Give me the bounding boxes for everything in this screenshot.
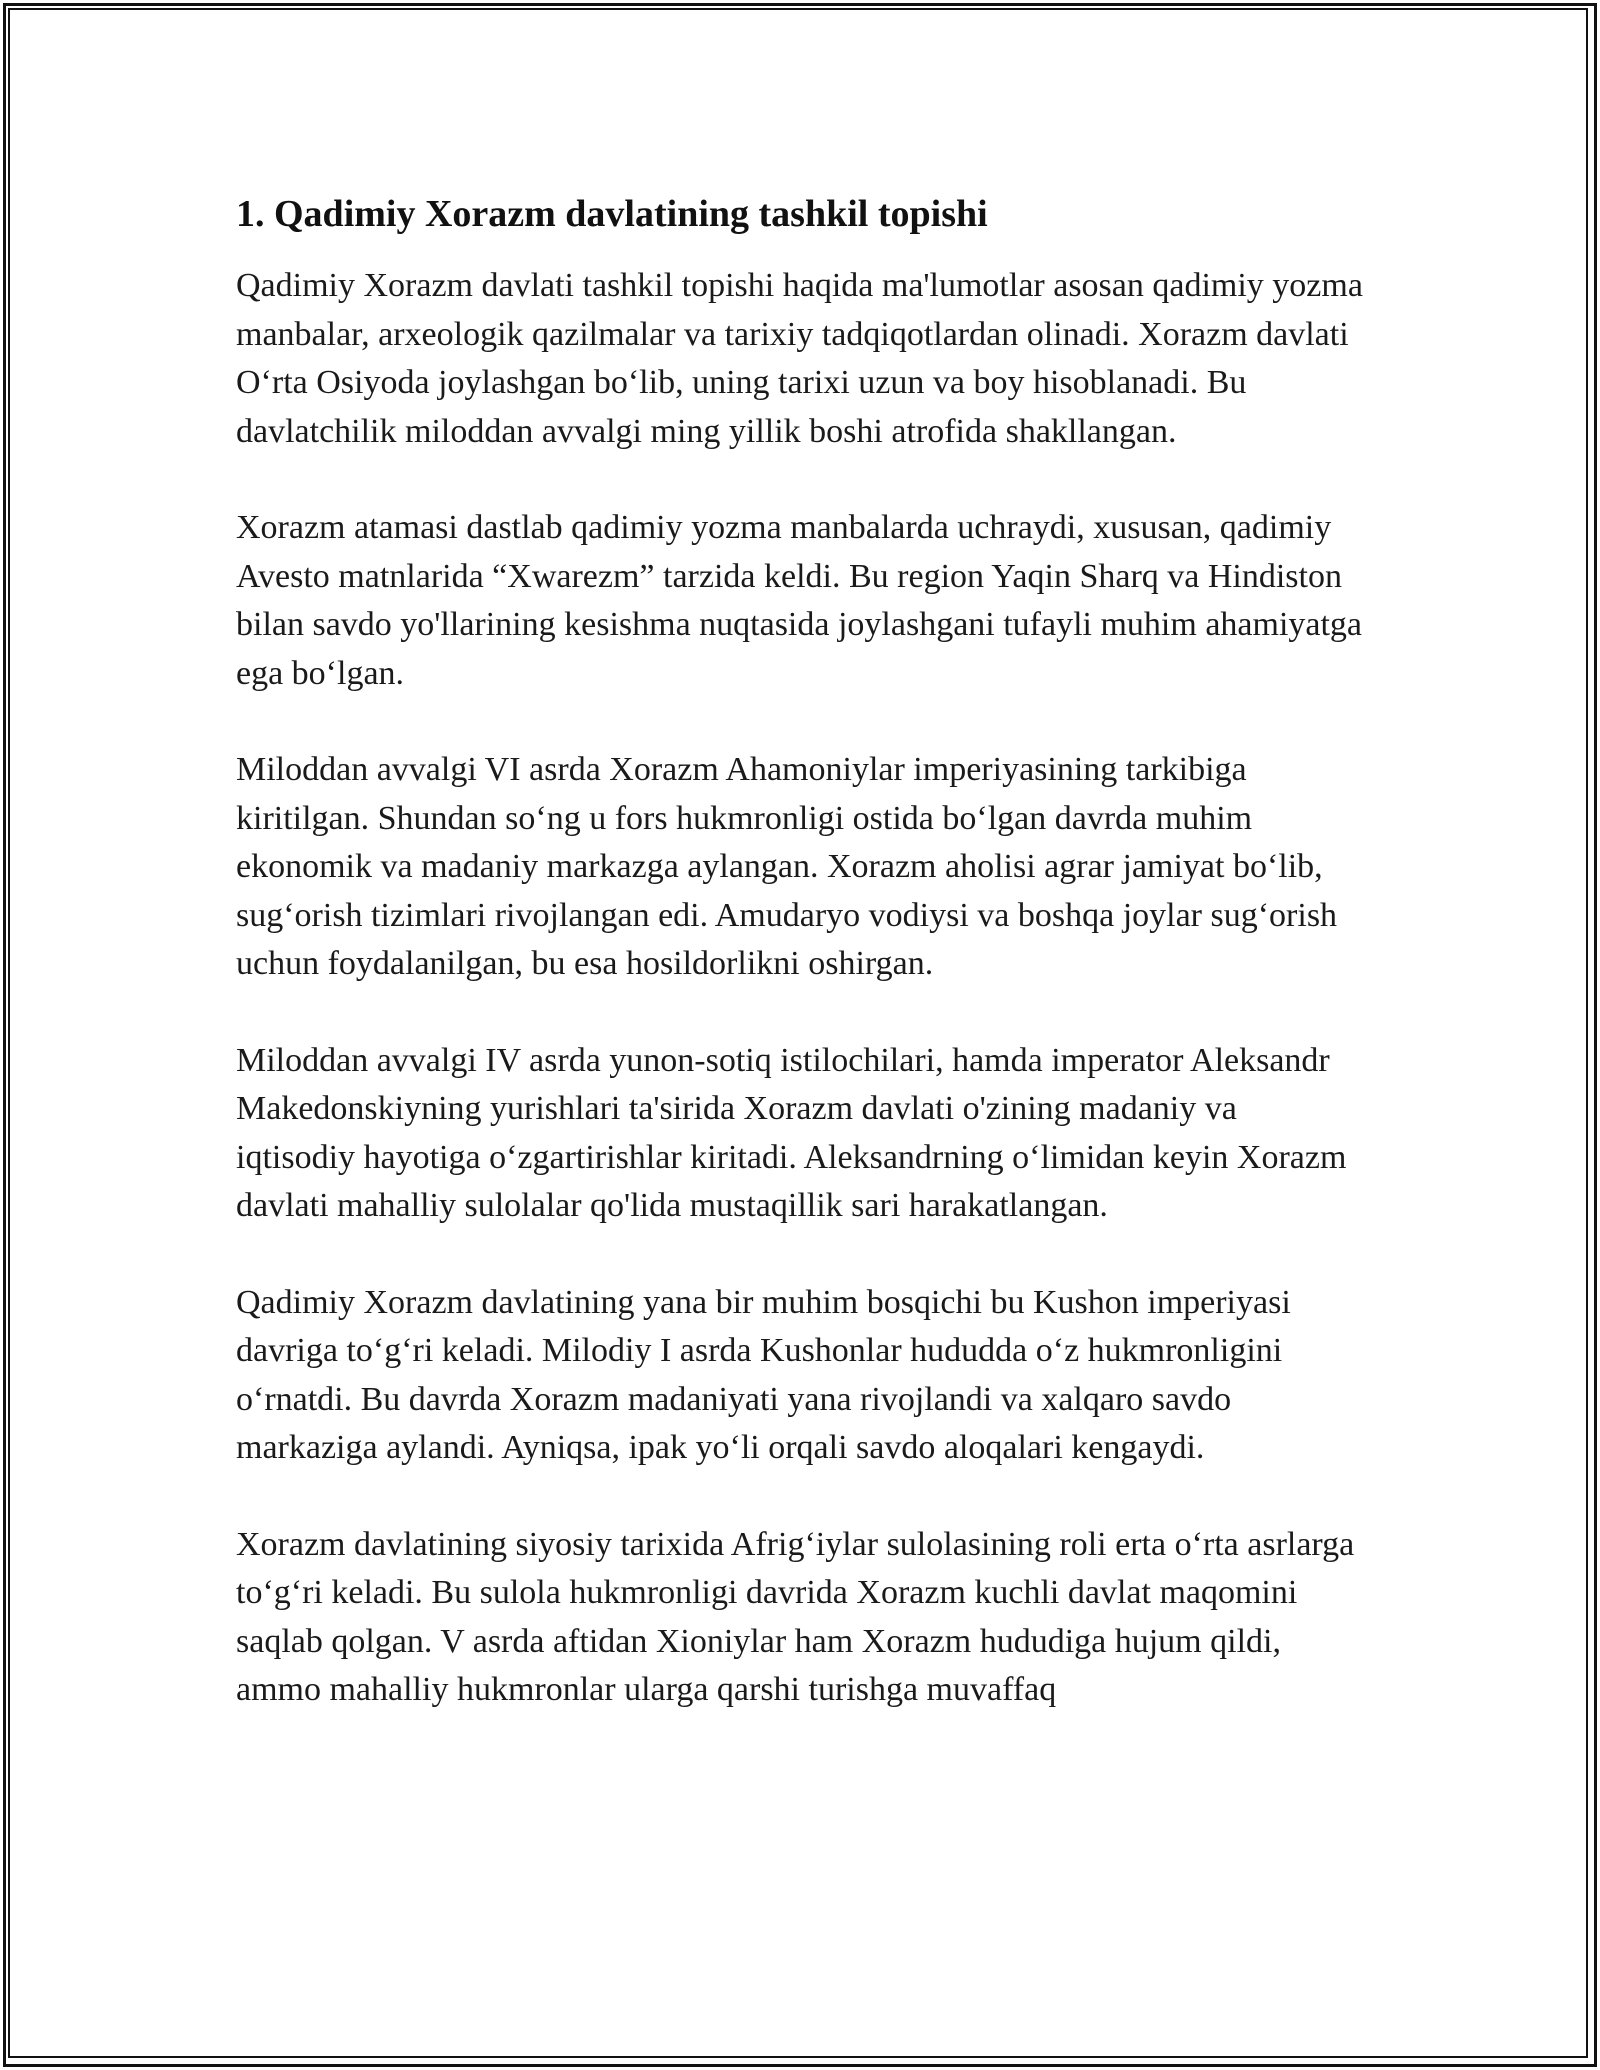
document-body bbox=[236, 188, 1364, 1763]
paragraph-6: Xorazm davlatining siyosiy tarixida Afrig‘iylar sulolasining roli erta o‘rta asrlarga to‘g‘ri keladi. Bu sulola hukmronligi davrida Xorazm kuchli davlat maqomini saqlab qolgan. V asrda aftidan Xioniylar ham Xorazm hududiga hujum qildi, ammo mahalliy hukmronlar ularga qarshi turishga muvaffaq bbox=[236, 1525, 1355, 1708]
section-heading: 1. Qadimiy Xorazm davlatining tashkil topishi bbox=[236, 193, 988, 235]
paragraph-4: Miloddan avvalgi IV asrda yunon-sotiq istilochilari, hamda imperator Aleksandr Makedonskiyning yurishlari ta'sirida Xorazm davlati o'zining madaniy va iqtisodiy hayotiga o‘zgartirishlar kiritadi. Aleksandrning o‘limidan keyin Xorazm davlati mahalliy sulolalar qo'lida mustaqillik sari harakatlangan. bbox=[236, 1041, 1347, 1224]
paragraph-5: Qadimiy Xorazm davlatining yana bir muhim bosqichi bu Kushon imperiyasi davriga to‘g‘ri keladi. Milodiy I asrda Kushonlar hududda o‘z hukmronligini o‘rnatdi. Bu davrda Xorazm madaniyati yana rivojlandi va xalqaro savdo markaziga aylandi. Ayniqsa, ipak yo‘li orqali savdo aloqalari kengaydi. bbox=[236, 1283, 1291, 1466]
paragraph-2: Xorazm atamasi dastlab qadimiy yozma manbalarda uchraydi, xususan, qadimiy Avesto matnlarida “Xwarezm” tarzida keldi. Bu region Yaqin Sharq va Hindiston bilan savdo yo'llarining kesishma nuqtasida joylashgani tufayli muhim ahamiyatga ega bo‘lgan. bbox=[236, 509, 1363, 692]
paragraph-1: Qadimiy Xorazm davlati tashkil topishi haqida ma'lumotlar asosan qadimiy yozma manbalar, arxeologik qazilmalar va tarixiy tadqiqotlardan olinadi. Xorazm davlati O‘rta Osiyoda joylashgan bo‘lib, uning tarixi uzun va boy hisoblanadi. Bu davlatchilik miloddan avvalgi ming yillik boshi atrofida shakllangan. bbox=[236, 267, 1363, 450]
paragraph-3: Miloddan avvalgi VI asrda Xorazm Ahamoniylar imperiyasining tarkibiga kiritilgan. Shundan so‘ng u fors hukmronligi ostida bo‘lgan davrda muhim ekonomik va madaniy markazga aylangan. Xorazm aholisi agrar jamiyat bo‘lib, sug‘orish tizimlari rivojlangan edi. Amudaryo vodiysi va boshqa joylar sug‘orish uchun foydalanilgan, bu esa hosildorlikni oshirgan. bbox=[236, 751, 1338, 982]
